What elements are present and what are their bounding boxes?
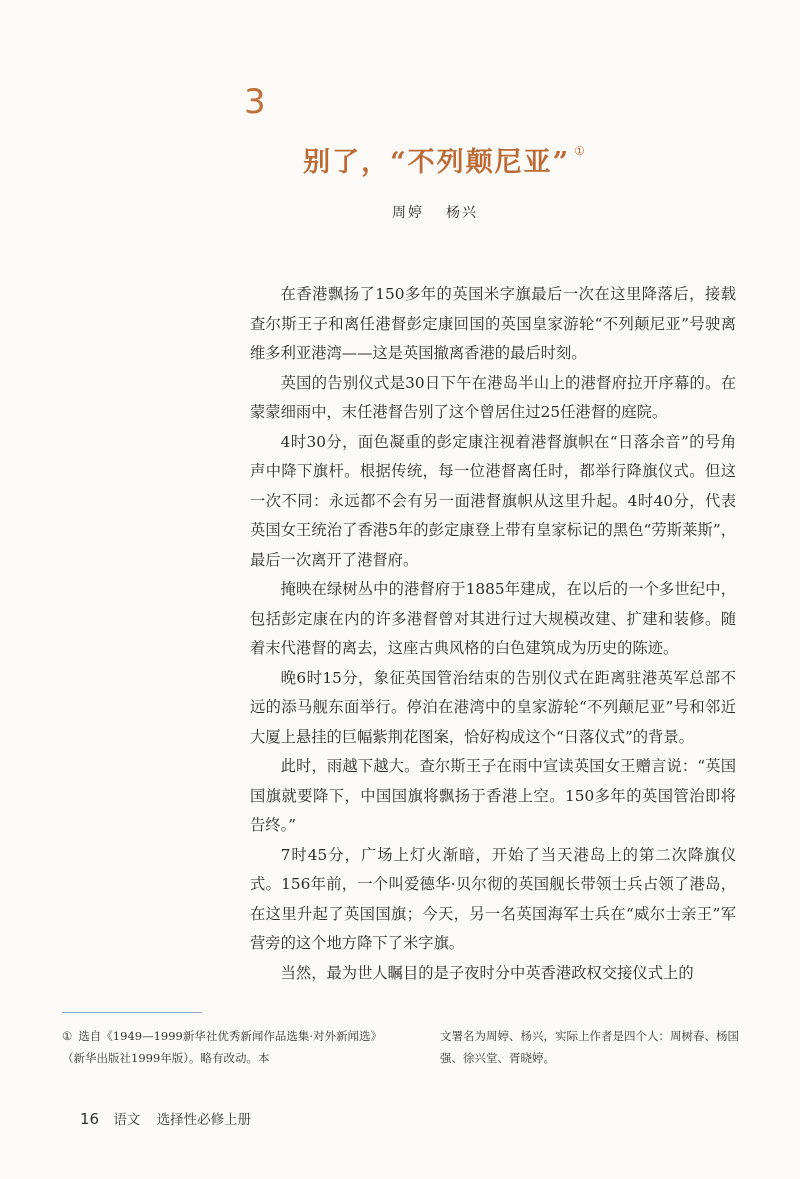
article-body (250, 280, 736, 988)
paragraph: 此时，雨越下越大。查尔斯王子在雨中宣读英国女王赠言说：“英国国旗就要降下，中国国旗将飘扬于香港上空。150多年的英国管治即将告终。” (250, 757, 736, 834)
footnote-ref: ① (574, 144, 587, 158)
footnote-divider (62, 1012, 202, 1013)
footnote-text-2: 文署名为周婷、杨兴，实际上作者是四个人：周树春、杨国强、徐兴堂、胥晓婷。 (440, 1029, 739, 1065)
paragraph: 掩映在绿树丛中的港督府于1885年建成，在以后的一个多世纪中，包括彭定康在内的许多港督曾对其进行过大规模改建、扩建和装修。随着末代港督的离去，这座古典风格的白色建筑成为历史的陈迹。 (250, 580, 736, 657)
footnote-text-1: 选自《1949—1999新华社优秀新闻作品选集·对外新闻选》（新华出版社1999年版）。略有改动。本 (62, 1029, 382, 1065)
lesson-title (213, 140, 587, 179)
paragraph: 当然，最为世人瞩目的是子夜时分中英香港政权交接仪式上的 (280, 963, 694, 982)
subject-name: 语文 (113, 1112, 141, 1128)
footnote-marker: ① (62, 1029, 73, 1043)
paragraph: 4时30分，面色凝重的彭定康注视着港督旗帜在“日落余音”的号角声中降下旗杆。根据传统，每一位港督离任时，都举行降旗仪式。但这一次不同：永远都不会有另一面港督旗帜从这里升起。4时40分，代表英国女王统治了香港5年的彭定康登上带有皇家标记的黑色“劳斯莱斯”，最后一次离开了港督府。 (250, 432, 736, 569)
page-number: 16 (80, 1110, 100, 1128)
page-footer (80, 1108, 251, 1128)
book-name: 选择性必修上册 (156, 1112, 252, 1128)
author-2: 杨兴 (446, 205, 478, 221)
lesson-title-text: 别了，“不列颠尼亚” (303, 147, 571, 178)
author-1: 周婷 (392, 205, 424, 221)
paragraph: 在香港飘扬了150多年的英国米字旗最后一次在这里降落后，接载查尔斯王子和离任港督彭定康回国的英国皇家游轮“不列颠尼亚”号驶离维多利亚港湾——这是英国撤离香港的最后时刻。 (250, 285, 736, 362)
lesson-number: 3 (244, 82, 266, 122)
authors (0, 202, 800, 222)
footnote-column-2 (440, 1025, 740, 1069)
footnote-column-1 (62, 1025, 392, 1069)
title-block (0, 140, 800, 179)
paragraph: 7时45分，广场上灯火渐暗，开始了当天港岛上的第二次降旗仪式。156年前，一个叫爱德华·贝尔彻的英国舰长带领士兵占领了港岛，在这里升起了英国国旗；今天，另一名英国海军士兵在“威尔士亲王”军营旁的这个地方降下了米字旗。 (250, 845, 736, 952)
paragraph: 英国的告别仪式是30日下午在港岛半山上的港督府拉开序幕的。在蒙蒙细雨中，末任港督告别了这个曾居住过25任港督的庭院。 (250, 373, 736, 421)
paragraph: 晚6时15分，象征英国管治结束的告别仪式在距离驻港英军总部不远的添马舰东面举行。停泊在港湾中的皇家游轮“不列颠尼亚”号和邻近大厦上悬挂的巨幅紫荆花图案，恰好构成这个“日落仪式”的背景。 (250, 668, 736, 746)
